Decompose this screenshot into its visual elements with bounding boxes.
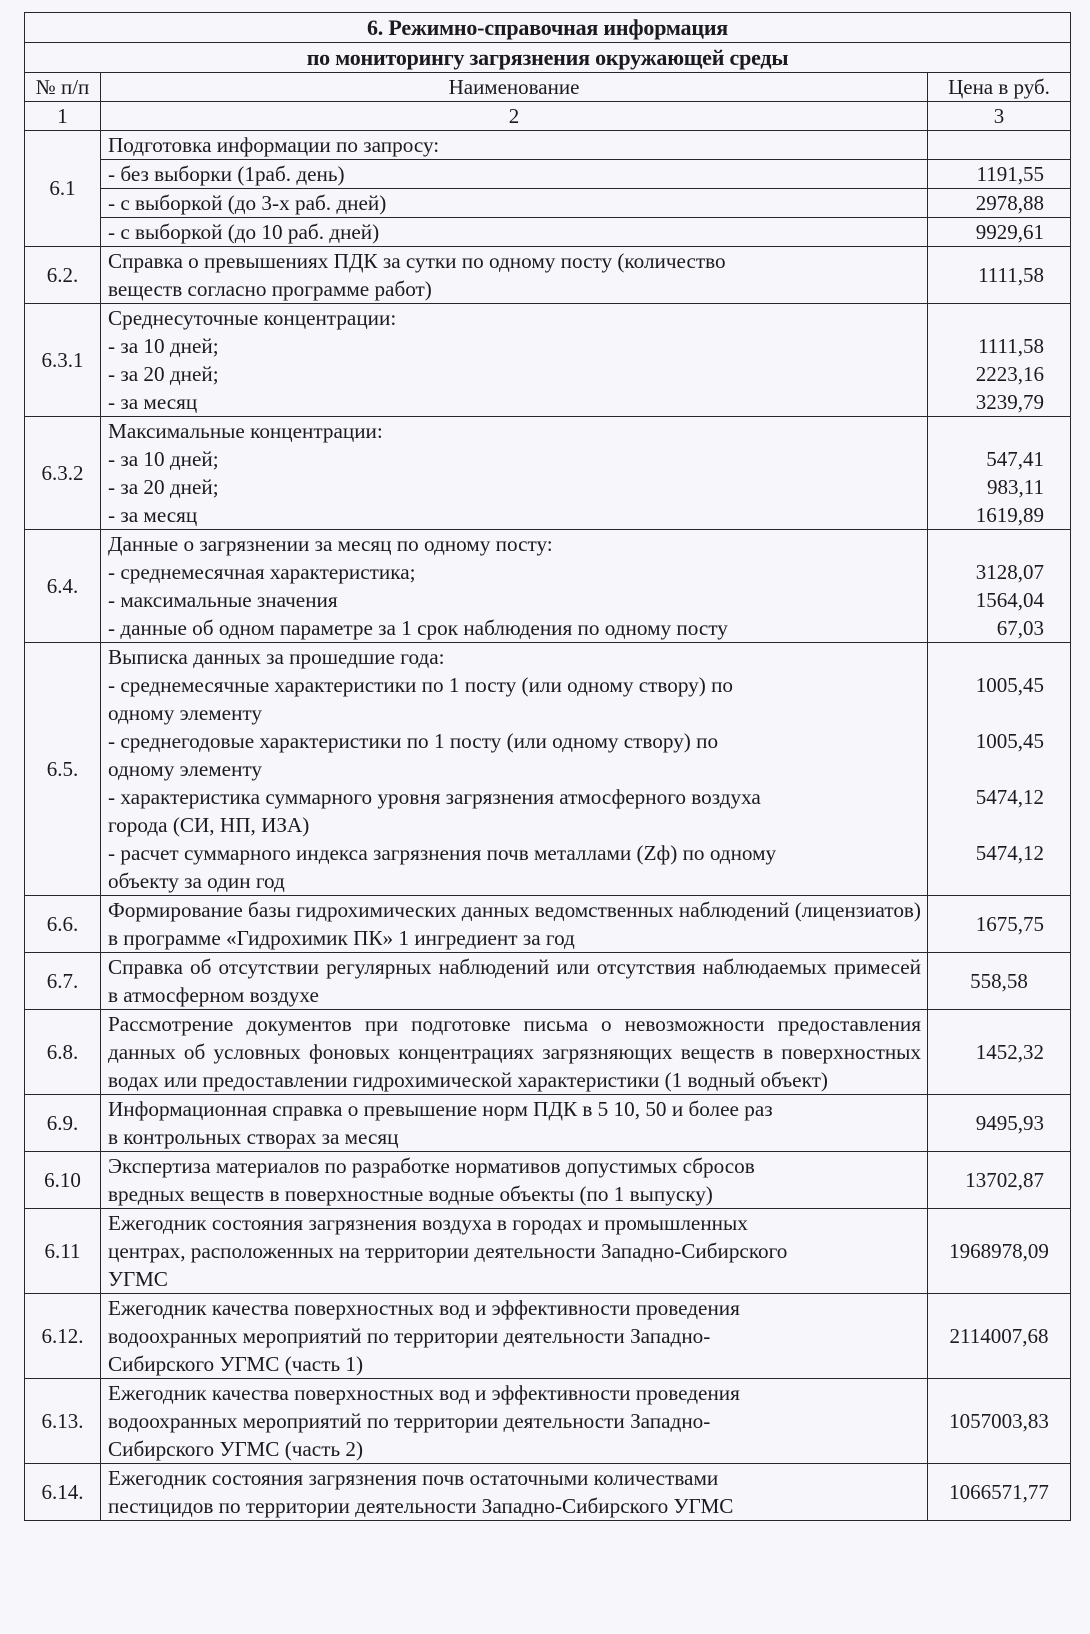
row-item-price: 1191,55 [928, 160, 1071, 189]
row-item-label: - за 20 дней; [108, 475, 219, 499]
table-row [25, 530, 1071, 643]
row-name-line: в контрольных створах за месяц [108, 1125, 399, 1149]
row-item-label: - без выборки (1раб. день) [101, 160, 928, 189]
row-name-line: Информационная справка о превышение норм ПДК в 5 10, 50 и более раз [108, 1097, 773, 1121]
row-name: Формирование базы гидрохимических данных ведомственных наблюдений (лицензиатов) в программе «Гидрохимик ПК» 1 ингредиент за год [101, 896, 928, 953]
row-name-line: Ежегодник качества поверхностных вод и эффективности проведения [108, 1381, 740, 1405]
row-heading: Максимальные концентрации: [108, 419, 383, 443]
row-item-price: 3239,79 [975, 390, 1044, 414]
row-item-price: 9929,61 [928, 218, 1071, 247]
row-name [101, 1379, 928, 1464]
row-price: 1452,32 [928, 1010, 1071, 1095]
table-row [25, 1294, 1071, 1379]
row-name-line: Сибирского УГМС (часть 2) [108, 1437, 364, 1461]
row-item-label: - максимальные значения [108, 588, 338, 612]
row-heading: Среднесуточные концентрации: [108, 306, 397, 330]
row-heading: Выписка данных за прошедшие года: [108, 645, 445, 669]
row-number: 6.10 [25, 1152, 101, 1209]
table-row [25, 189, 1071, 218]
table-row [25, 218, 1071, 247]
row-name [101, 1095, 928, 1152]
column-header-number: № п/п [25, 73, 101, 102]
row-item-label: - с выборкой (до 3-х раб. дней) [101, 189, 928, 218]
row-number: 6.1 [25, 131, 101, 247]
column-header-name: Наименование [101, 73, 928, 102]
row-item-price: 983,11 [987, 475, 1044, 499]
row-item-price: 2978,88 [928, 189, 1071, 218]
row-name: Рассмотрение документов при подготовке письма о невозможности предоставления данных об условных фоновых концентрациях загрязняющих веществ в поверхностных водах или предоставлении гидрохимической характеристики (1 водный объект) [101, 1010, 928, 1095]
row-name [101, 530, 928, 643]
row-name-line: Ежегодник состояния загрязнения почв остаточными количествами [108, 1466, 719, 1490]
price-table [24, 12, 1071, 1521]
row-name [101, 1152, 928, 1209]
table-subtitle-row [25, 43, 1071, 73]
row-name-line: Ежегодник качества поверхностных вод и эффективности проведения [108, 1296, 740, 1320]
row-item-label: - за месяц [108, 390, 198, 414]
table-row [25, 953, 1071, 1010]
row-item-label: - расчет суммарного индекса загрязнения почв металлами (Zф) по одному [108, 841, 777, 865]
row-name-line: пестицидов по территории деятельности Западно-Сибирского УГМС [108, 1494, 734, 1518]
column-index-row [25, 102, 1071, 131]
table-row [25, 1209, 1071, 1294]
row-item-label: - за 10 дней; [108, 334, 219, 358]
table-subtitle: по мониторингу загрязнения окружающей среды [25, 43, 1071, 73]
column-index-3: 3 [928, 102, 1071, 131]
row-number: 6.3.2 [25, 417, 101, 530]
row-item-label: - среднегодовые характеристики по 1 посту (или одному створу) по [108, 729, 719, 753]
row-number: 6.5. [25, 643, 101, 896]
row-prices [928, 643, 1071, 896]
row-prices [928, 304, 1071, 417]
price-list-page [24, 12, 1070, 1521]
row-heading: Подготовка информации по запросу: [101, 131, 928, 160]
row-item-price: 1111,58 [978, 334, 1044, 358]
row-price: 1057003,83 [928, 1379, 1071, 1464]
row-item-label: одному элементу [108, 701, 263, 725]
row-number: 6.4. [25, 530, 101, 643]
row-item-label: города (СИ, НП, ИЗА) [108, 813, 310, 837]
row-name-line: веществ согласно программе работ) [108, 277, 432, 301]
column-index-1: 1 [25, 102, 101, 131]
table-row [25, 896, 1071, 953]
row-number: 6.2. [25, 247, 101, 304]
table-row [25, 1464, 1071, 1521]
row-number: 6.14. [25, 1464, 101, 1521]
row-name-line: Сибирского УГМС (часть 1) [108, 1352, 364, 1376]
table-title: 6. Режимно-справочная информация [25, 13, 1071, 43]
row-item-label: - за 20 дней; [108, 362, 219, 386]
row-item-label: объекту за один год [108, 869, 285, 893]
row-heading: Данные о загрязнении за месяц по одному посту: [108, 532, 553, 556]
table-row [25, 643, 1071, 896]
row-price-empty [928, 131, 1071, 160]
row-item-price: 5474,12 [975, 785, 1044, 809]
table-title-row [25, 13, 1071, 43]
row-number: 6.6. [25, 896, 101, 953]
row-name [101, 247, 928, 304]
row-name-line: водоохранных мероприятий по территории деятельности Западно- [108, 1409, 711, 1433]
row-number: 6.3.1 [25, 304, 101, 417]
row-item-price: 5474,12 [975, 841, 1044, 865]
row-name-line: вредных веществ в поверхностные водные объекты (по 1 выпуску) [108, 1182, 713, 1206]
table-row [25, 1379, 1071, 1464]
column-index-2: 2 [101, 102, 928, 131]
row-item-label: - за месяц [108, 503, 198, 527]
row-price: 1066571,77 [928, 1464, 1071, 1521]
row-name-line: водоохранных мероприятий по территории деятельности Западно- [108, 1324, 711, 1348]
row-price: 1675,75 [928, 896, 1071, 953]
row-name: Справка об отсутствии регулярных наблюдений или отсутствия наблюдаемых примесей в атмосферном воздухе [101, 953, 928, 1010]
row-item-price: 1005,45 [975, 673, 1044, 697]
row-name-line: Экспертиза материалов по разработке нормативов допустимых сбросов [108, 1154, 755, 1178]
table-row [25, 247, 1071, 304]
row-price: 1111,58 [928, 247, 1071, 304]
row-name-line: УГМС [108, 1267, 168, 1291]
table-row [25, 1152, 1071, 1209]
row-name [101, 1294, 928, 1379]
table-row [25, 304, 1071, 417]
row-item-price: 3128,07 [975, 560, 1044, 584]
row-name-line: Ежегодник состояния загрязнения воздуха в городах и промышленных [108, 1211, 748, 1235]
row-item-label: - среднемесячные характеристики по 1 посту (или одному створу) по [108, 673, 734, 697]
row-prices [928, 530, 1071, 643]
row-item-price: 1619,89 [975, 503, 1044, 527]
row-item-label: - данные об одном параметре за 1 срок наблюдения по одному посту [108, 616, 728, 640]
row-item-label: - за 10 дней; [108, 447, 219, 471]
row-name-line: центрах, расположенных на территории деятельности Западно-Сибирского [108, 1239, 788, 1263]
row-number: 6.12. [25, 1294, 101, 1379]
row-name [101, 643, 928, 896]
row-item-price: 67,03 [996, 616, 1044, 640]
row-name [101, 304, 928, 417]
table-row [25, 417, 1071, 530]
table-row [25, 1010, 1071, 1095]
row-number: 6.8. [25, 1010, 101, 1095]
row-price: 9495,93 [928, 1095, 1071, 1152]
row-name [101, 1464, 928, 1521]
row-item-price: 2223,16 [975, 362, 1044, 386]
row-price: 558,58 [928, 953, 1071, 1010]
row-item-price: 1005,45 [975, 729, 1044, 753]
row-name [101, 1209, 928, 1294]
row-item-label: одному элементу [108, 757, 263, 781]
row-number: 6.11 [25, 1209, 101, 1294]
row-number: 6.13. [25, 1379, 101, 1464]
row-item-label: - характеристика суммарного уровня загрязнения атмосферного воздуха [108, 785, 761, 809]
row-item-price: 547,41 [986, 447, 1044, 471]
row-price: 13702,87 [928, 1152, 1071, 1209]
table-row [25, 131, 1071, 160]
row-name [101, 417, 928, 530]
row-item-price: 1564,04 [975, 588, 1044, 612]
row-item-label: - среднемесячная характеристика; [108, 560, 416, 584]
row-number: 6.7. [25, 953, 101, 1010]
column-header-price: Цена в руб. [928, 73, 1071, 102]
row-number: 6.9. [25, 1095, 101, 1152]
row-price: 1968978,09 [928, 1209, 1071, 1294]
table-row [25, 160, 1071, 189]
row-name-line: Справка о превышениях ПДК за сутки по одному посту (количество [108, 249, 726, 273]
table-row [25, 1095, 1071, 1152]
row-price: 2114007,68 [928, 1294, 1071, 1379]
row-prices [928, 417, 1071, 530]
row-item-label: - с выборкой (до 10 раб. дней) [101, 218, 928, 247]
column-header-row [25, 73, 1071, 102]
